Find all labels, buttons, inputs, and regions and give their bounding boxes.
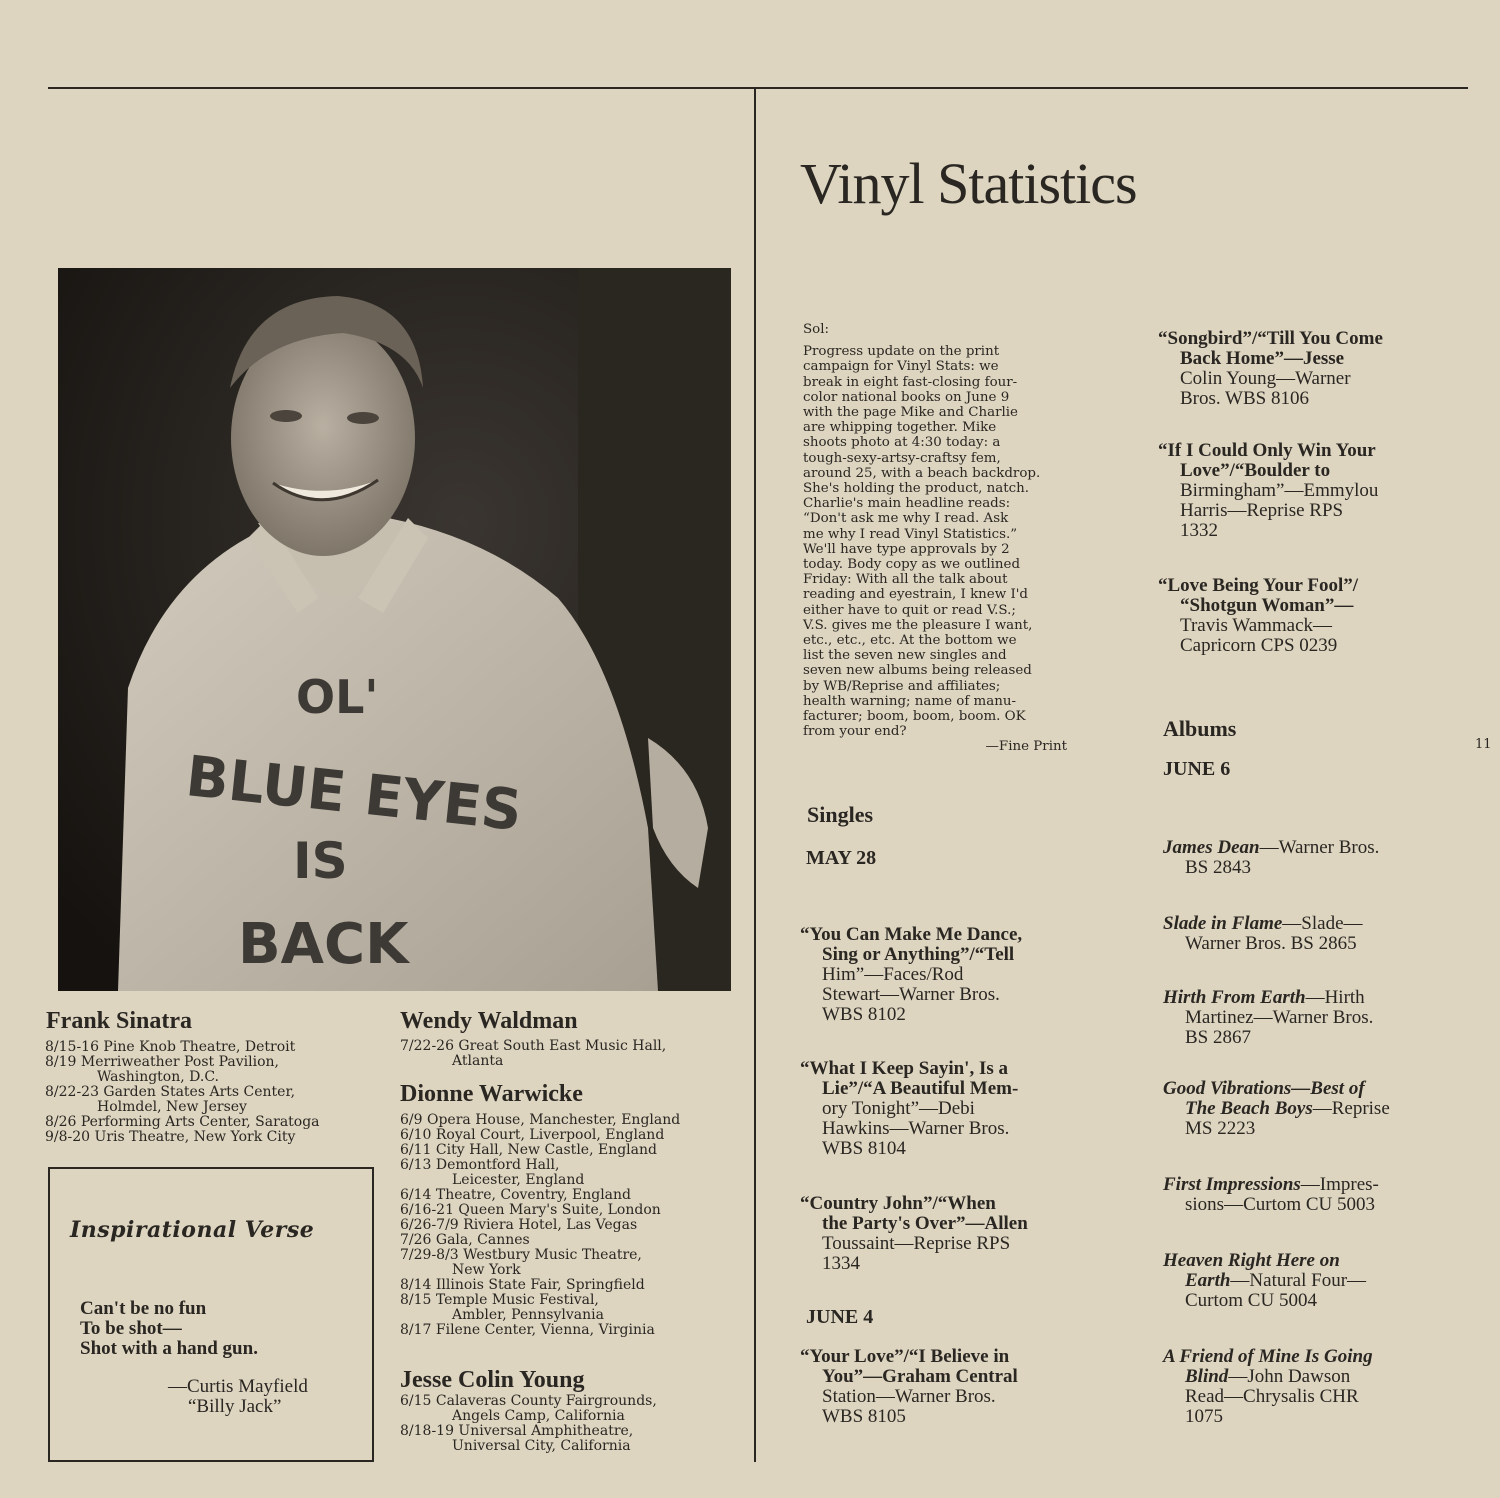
album-title-line: James Dean—Warner Bros. <box>1163 837 1380 858</box>
singles-date-june4: JUNE 4 <box>806 1306 874 1328</box>
sinatra-photo <box>58 268 731 991</box>
single-line <box>1158 461 1378 481</box>
memo-line: health warning; name of manu- <box>803 693 1017 709</box>
tour-date: 7/29-8/3 Westbury Music Theatre, <box>400 1247 642 1263</box>
tour-date: 6/13 Demontford Hall, <box>400 1157 560 1173</box>
tour-heading-young: Jesse Colin Young <box>400 1367 585 1393</box>
single-entry <box>800 1194 1028 1274</box>
tour-date: 6/11 City Hall, New Castle, England <box>400 1142 657 1158</box>
single-line: Him”—Faces/Rod <box>822 964 964 985</box>
single-title-text: “Country John”/“When <box>800 1193 996 1214</box>
tour-date: Washington, D.C. <box>97 1069 219 1085</box>
tour-date: 8/17 Filene Center, Vienna, Virginia <box>400 1322 655 1338</box>
single-title-text: “Your Love”/“I Believe in <box>800 1346 1010 1367</box>
album-entry <box>1163 988 1373 1048</box>
album-line: The Beach Boys—Reprise <box>1185 1098 1390 1119</box>
single-line: Bros. WBS 8106 <box>1180 388 1309 409</box>
album-title: Hirth From Earth <box>1163 987 1306 1008</box>
memo-line: color national books on June 9 <box>803 389 1010 405</box>
single-line <box>800 1079 1018 1099</box>
single-line: Capricorn CPS 0239 <box>1180 635 1338 656</box>
verse-line: To be shot— <box>80 1318 182 1339</box>
album-line: sions—Curtom CU 5003 <box>1185 1194 1376 1215</box>
memo-line: campaign for Vinyl Stats: we <box>803 359 999 375</box>
album-entry <box>1163 1175 1379 1215</box>
album-title: James Dean <box>1163 837 1260 858</box>
memo-line: today. Body copy as we outlined <box>803 557 1021 573</box>
single-line <box>800 1214 1028 1234</box>
memo-line: seven new albums being released <box>803 663 1032 679</box>
verse-line: Can't be no fun <box>80 1298 207 1319</box>
single-line: WBS 8104 <box>822 1138 906 1159</box>
single-line: WBS 8102 <box>822 1004 906 1025</box>
album-line: Curtom CU 5004 <box>1185 1290 1317 1311</box>
single-entry <box>1158 576 1358 656</box>
shirt-text-0: OL' <box>296 670 379 724</box>
single-line: Hawkins—Warner Bros. <box>822 1118 1010 1139</box>
memo-line: Charlie's main headline reads: <box>803 496 1011 512</box>
memo-greeting: Sol: <box>803 322 830 337</box>
single-title-text: “Songbird”/“Till You Come <box>1158 328 1383 349</box>
tour-date: 8/15-16 Pine Knob Theatre, Detroit <box>45 1039 296 1055</box>
memo <box>803 322 1073 755</box>
single-line: Toussaint—Reprise RPS <box>822 1233 1011 1254</box>
memo-line: either have to quit or read V.S.; <box>803 602 1016 618</box>
tour-dates-waldman <box>400 1039 666 1069</box>
tour-date: Angels Camp, California <box>452 1408 625 1424</box>
memo-line: Friday: With all the talk about <box>803 572 1008 588</box>
single-title-text: Love”/“Boulder to <box>1180 460 1331 481</box>
album-entry <box>1163 1347 1373 1427</box>
single-line <box>800 945 1022 965</box>
verse-title: Inspirational Verse <box>70 1217 315 1243</box>
tour-date: 6/26-7/9 Riviera Hotel, Las Vegas <box>400 1217 638 1233</box>
tour-date: 6/14 Theatre, Coventry, England <box>400 1187 631 1203</box>
single-line: 1334 <box>822 1253 860 1274</box>
single-title-line <box>800 1347 1018 1367</box>
single-entry <box>800 925 1022 1025</box>
memo-line: with the page Mike and Charlie <box>803 405 1018 421</box>
tour-heading-sinatra: Frank Sinatra <box>46 1008 193 1034</box>
tour-dates-warwicke <box>400 1113 680 1338</box>
single-line <box>1158 349 1383 369</box>
single-title-text: “You Can Make Me Dance, <box>800 924 1023 945</box>
album-entry <box>1163 838 1379 878</box>
memo-line: are whipping together. Mike <box>803 420 997 436</box>
single-line <box>1158 596 1358 616</box>
singles-heading: Singles <box>807 802 874 827</box>
shirt-text-2: IS <box>293 832 348 890</box>
album-entry <box>1163 1251 1366 1311</box>
single-title-line <box>800 1194 1028 1214</box>
single-title-text: “Love Being Your Fool”/ <box>1158 575 1359 596</box>
album-title: Slade in Flame <box>1163 913 1283 934</box>
tour-heading-waldman: Wendy Waldman <box>400 1008 578 1034</box>
album-line: BS 2867 <box>1185 1027 1251 1048</box>
single-title-line <box>800 1059 1018 1079</box>
tour-date: 8/26 Performing Arts Center, Saratoga <box>45 1114 320 1130</box>
tour-date: 8/19 Merriweather Post Pavilion, <box>45 1054 279 1070</box>
album-line: Martinez—Warner Bros. <box>1185 1007 1374 1028</box>
single-title-line <box>800 925 1022 945</box>
verse-credit <box>168 1377 308 1417</box>
album-line: BS 2843 <box>1185 857 1251 878</box>
album-title-line: First Impressions—Impres- <box>1163 1174 1379 1195</box>
albums-heading: Albums <box>1163 716 1237 741</box>
top-rule <box>48 87 1468 89</box>
single-title-line <box>1158 441 1378 461</box>
single-title-text: You”—Graham Central <box>822 1366 1018 1387</box>
memo-body <box>803 344 1073 739</box>
memo-line: Progress update on the print <box>803 344 1000 360</box>
tour-date: 9/8-20 Uris Theatre, New York City <box>45 1129 296 1145</box>
inspirational-verse-box <box>48 1167 374 1462</box>
memo-signature: —Fine Print <box>985 739 1067 755</box>
verse-credit-source: “Billy Jack” <box>188 1396 282 1417</box>
single-title-text: Back Home”—Jesse <box>1180 348 1345 369</box>
tour-date: Ambler, Pennsylvania <box>452 1307 604 1323</box>
single-entry <box>1158 441 1378 541</box>
single-line: WBS 8105 <box>822 1406 906 1427</box>
tour-date: 8/22-23 Garden States Arts Center, <box>45 1084 296 1100</box>
album-title-line: Hirth From Earth—Hirth <box>1163 987 1365 1008</box>
tour-date: 7/22-26 Great South East Music Hall, <box>400 1038 667 1054</box>
single-title-text: the Party's Over”—Allen <box>822 1213 1028 1234</box>
single-line: 1332 <box>1180 520 1218 541</box>
album-title: Good Vibrations—Best of <box>1163 1078 1365 1099</box>
single-title-text: Sing or Anything”/“Tell <box>822 944 1015 965</box>
album-title: Heaven Right Here on <box>1163 1250 1340 1271</box>
tour-date: 8/14 Illinois State Fair, Springfield <box>400 1277 645 1293</box>
single-line: Harris—Reprise RPS <box>1180 500 1344 521</box>
memo-line: She's holding the product, natch. <box>803 481 1029 497</box>
single-line <box>800 1367 1018 1387</box>
tour-heading-warwicke: Dionne Warwicke <box>400 1081 583 1107</box>
single-title-text: Lie”/“A Beautiful Mem- <box>822 1078 1019 1099</box>
memo-line: shoots photo at 4:30 today: a <box>803 435 1001 451</box>
single-line: ory Tonight”—Debi <box>822 1098 975 1119</box>
tour-date: Leicester, England <box>452 1172 585 1188</box>
tour-date: 7/26 Gala, Cannes <box>400 1232 530 1248</box>
album-title: Earth <box>1185 1270 1231 1291</box>
albums-date-june6: JUNE 6 <box>1163 758 1231 780</box>
album-entry <box>1163 914 1363 954</box>
single-entry <box>1158 329 1383 409</box>
memo-line: etc., etc., etc. At the bottom we <box>803 633 1017 649</box>
album-line: Warner Bros. BS 2865 <box>1185 933 1357 954</box>
album-title-line <box>1163 1079 1390 1099</box>
memo-line: reading and eyestrain, I knew I'd <box>803 587 1028 603</box>
album-entry <box>1163 1079 1390 1139</box>
memo-line: from your end? <box>803 724 907 740</box>
verse-line: Shot with a hand gun. <box>80 1338 258 1359</box>
page-title: Vinyl Statistics <box>800 151 1137 216</box>
memo-line: me why I read Vinyl Statistics.” <box>803 526 1018 542</box>
album-line: Earth—Natural Four— <box>1185 1270 1367 1291</box>
tour-date: 8/18-19 Universal Amphitheatre, <box>400 1423 634 1439</box>
memo-line: V.S. gives me the pleasure I want, <box>803 617 1033 633</box>
memo-line: break in eight fast-closing four- <box>803 374 1018 390</box>
memo-line: around 25, with a beach backdrop. <box>803 465 1041 481</box>
singles-date-may28: MAY 28 <box>806 847 877 869</box>
verse-credit-author: —Curtis Mayfield <box>168 1376 308 1397</box>
single-title-line <box>1158 576 1358 596</box>
single-title-text: “Shotgun Woman”— <box>1180 595 1354 616</box>
single-title-line <box>1158 329 1383 349</box>
album-title: A Friend of Mine Is Going <box>1163 1346 1373 1367</box>
shirt-text-3: BACK <box>238 912 409 977</box>
album-line: 1075 <box>1185 1406 1223 1427</box>
single-line: Stewart—Warner Bros. <box>822 984 1000 1005</box>
tour-date: 6/15 Calaveras County Fairgrounds, <box>400 1393 657 1409</box>
album-title: First Impressions <box>1163 1174 1301 1195</box>
album-title: The Beach Boys <box>1185 1098 1313 1119</box>
album-line: Read—Chrysalis CHR <box>1185 1386 1359 1407</box>
single-title-text: “What I Keep Sayin', Is a <box>800 1058 1008 1079</box>
shirt-text-1: BLUE EYES <box>182 744 525 845</box>
single-entry <box>800 1347 1018 1427</box>
tour-dates-sinatra <box>45 1040 320 1145</box>
memo-line: facturer; boom, boom, boom. OK <box>803 709 1026 725</box>
single-line: Colin Young—Warner <box>1180 368 1351 389</box>
single-entry <box>800 1059 1018 1159</box>
tour-date: New York <box>452 1262 521 1278</box>
memo-line: tough-sexy-artsy-craftsy fem, <box>803 450 1001 466</box>
column-divider <box>754 87 756 1462</box>
album-line: Blind—John Dawson <box>1185 1366 1351 1387</box>
tour-date: Holmdel, New Jersey <box>97 1099 247 1115</box>
tour-date: Universal City, California <box>452 1438 631 1454</box>
page-number: 11 <box>1475 737 1492 752</box>
single-line: Station—Warner Bros. <box>822 1386 996 1407</box>
memo-line: list the seven new singles and <box>803 648 1007 664</box>
memo-line: by WB/Reprise and affiliates; <box>803 678 1001 694</box>
album-title-line <box>1163 1347 1373 1367</box>
album-title-line: Slade in Flame—Slade— <box>1163 913 1363 934</box>
tour-date: 8/15 Temple Music Festival, <box>400 1292 599 1308</box>
memo-line: “Don't ask me why I read. Ask <box>803 511 1009 527</box>
single-title-text: “If I Could Only Win Your <box>1158 440 1376 461</box>
tour-date: 6/9 Opera House, Manchester, England <box>400 1112 681 1128</box>
tour-date: 6/16-21 Queen Mary's Suite, London <box>400 1202 661 1218</box>
album-line: MS 2223 <box>1185 1118 1256 1139</box>
tour-date: Atlanta <box>452 1053 504 1069</box>
memo-line: We'll have type approvals by 2 <box>803 541 1010 557</box>
tour-dates-young <box>400 1394 657 1454</box>
album-title-line <box>1163 1251 1366 1271</box>
verse-lines <box>80 1299 258 1359</box>
single-line: Birmingham”—Emmylou <box>1180 480 1379 501</box>
single-line: Travis Wammack— <box>1180 615 1333 636</box>
album-title: Blind <box>1185 1366 1229 1387</box>
tour-date: 6/10 Royal Court, Liverpool, England <box>400 1127 665 1143</box>
